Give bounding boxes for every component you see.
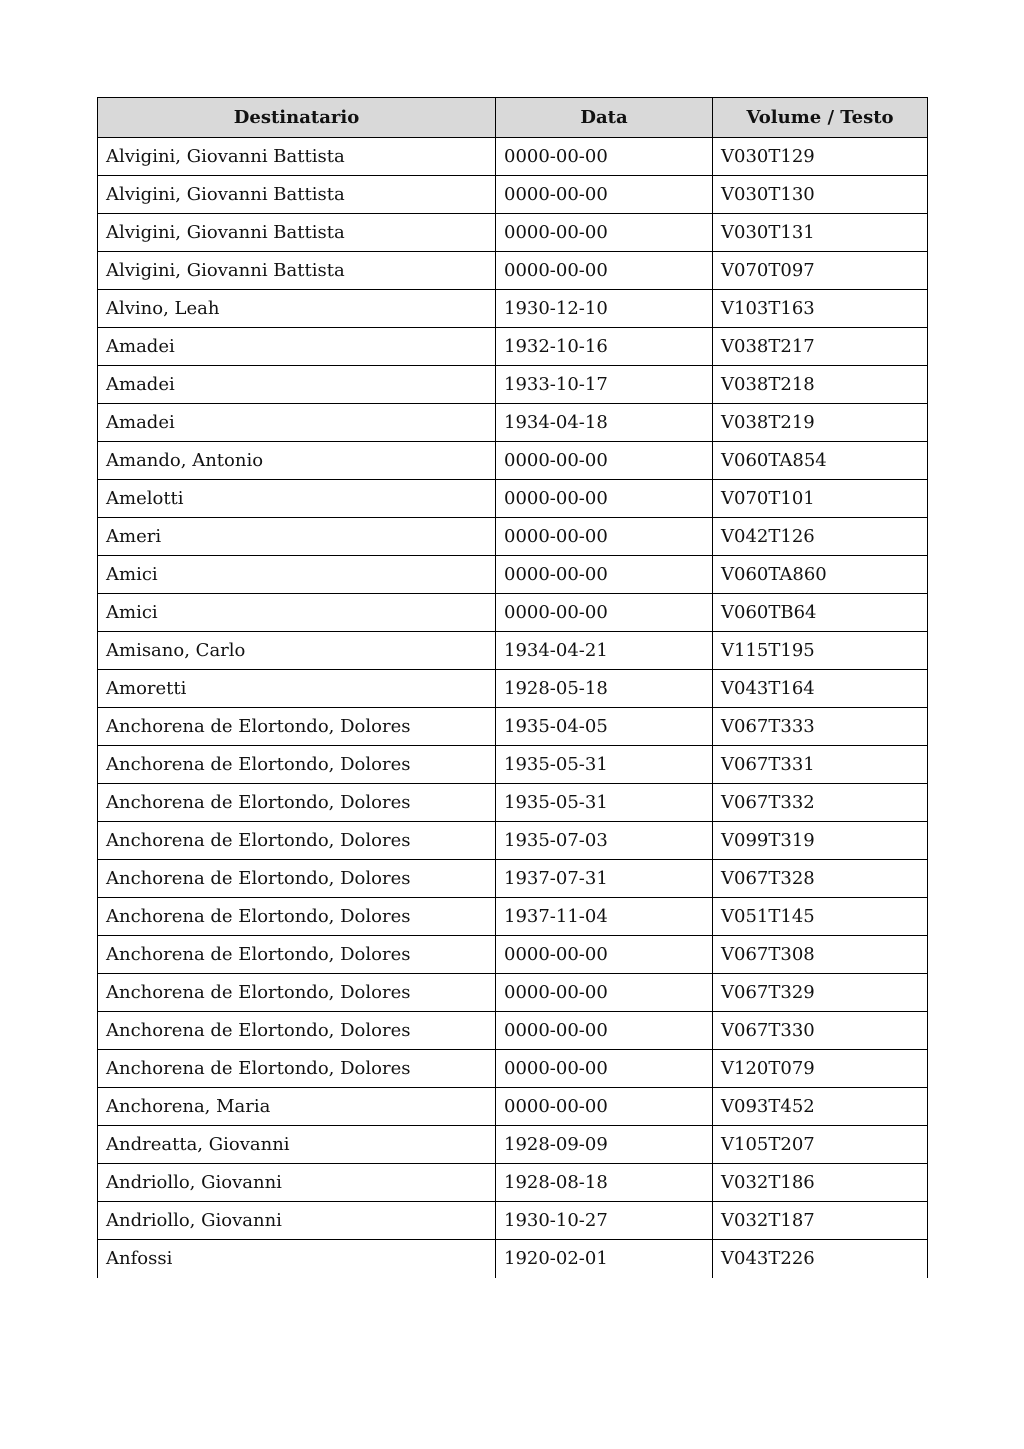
recipient-cell: Alvigini, Giovanni Battista xyxy=(98,176,496,214)
volume-text-cell: V042T126 xyxy=(713,518,928,556)
table-row xyxy=(98,328,928,366)
table-row xyxy=(98,670,928,708)
table-row xyxy=(98,176,928,214)
date-cell: 0000-00-00 xyxy=(496,214,713,252)
table-row xyxy=(98,1050,928,1088)
table-row xyxy=(98,594,928,632)
recipient-cell: Andriollo, Giovanni xyxy=(98,1202,496,1240)
table-header xyxy=(98,98,928,138)
volume-text-cell: V067T328 xyxy=(713,860,928,898)
recipient-cell: Amadei xyxy=(98,328,496,366)
table-row xyxy=(98,860,928,898)
table-row xyxy=(98,366,928,404)
date-cell: 1928-05-18 xyxy=(496,670,713,708)
volume-text-cell: V043T164 xyxy=(713,670,928,708)
column-header-destinatario: Destinatario xyxy=(98,98,496,138)
recipient-cell: Alvigini, Giovanni Battista xyxy=(98,252,496,290)
date-cell: 0000-00-00 xyxy=(496,974,713,1012)
volume-text-cell: V030T130 xyxy=(713,176,928,214)
recipient-cell: Alvigini, Giovanni Battista xyxy=(98,214,496,252)
date-cell: 1932-10-16 xyxy=(496,328,713,366)
table-row xyxy=(98,518,928,556)
recipient-cell: Amando, Antonio xyxy=(98,442,496,480)
table-row xyxy=(98,442,928,480)
table-row xyxy=(98,290,928,328)
recipient-cell: Andriollo, Giovanni xyxy=(98,1164,496,1202)
recipient-cell: Anchorena de Elortondo, Dolores xyxy=(98,784,496,822)
recipient-cell: Anchorena, Maria xyxy=(98,1088,496,1126)
date-cell: 1928-09-09 xyxy=(496,1126,713,1164)
date-cell: 1930-10-27 xyxy=(496,1202,713,1240)
recipient-cell: Amoretti xyxy=(98,670,496,708)
table-row xyxy=(98,898,928,936)
recipient-cell: Ameri xyxy=(98,518,496,556)
date-cell: 1930-12-10 xyxy=(496,290,713,328)
table-row xyxy=(98,1126,928,1164)
volume-text-cell: V103T163 xyxy=(713,290,928,328)
table-row xyxy=(98,138,928,176)
recipient-cell: Amisano, Carlo xyxy=(98,632,496,670)
volume-text-cell: V070T097 xyxy=(713,252,928,290)
table-row xyxy=(98,1164,928,1202)
recipient-cell: Amici xyxy=(98,594,496,632)
volume-text-cell: V030T131 xyxy=(713,214,928,252)
table-row xyxy=(98,974,928,1012)
header-row xyxy=(98,98,928,138)
recipient-cell: Amadei xyxy=(98,366,496,404)
table-row xyxy=(98,1088,928,1126)
date-cell: 0000-00-00 xyxy=(496,1012,713,1050)
volume-text-cell: V043T226 xyxy=(713,1240,928,1278)
column-header-volume-testo: Volume / Testo xyxy=(713,98,928,138)
date-cell: 1934-04-21 xyxy=(496,632,713,670)
date-cell: 0000-00-00 xyxy=(496,556,713,594)
recipient-cell: Alvino, Leah xyxy=(98,290,496,328)
volume-text-cell: V032T187 xyxy=(713,1202,928,1240)
volume-text-cell: V105T207 xyxy=(713,1126,928,1164)
date-cell: 1920-02-01 xyxy=(496,1240,713,1278)
table-row xyxy=(98,1012,928,1050)
table-row xyxy=(98,404,928,442)
date-cell: 0000-00-00 xyxy=(496,594,713,632)
volume-text-cell: V060TB64 xyxy=(713,594,928,632)
volume-text-cell: V060TA860 xyxy=(713,556,928,594)
volume-text-cell: V093T452 xyxy=(713,1088,928,1126)
date-cell: 1933-10-17 xyxy=(496,366,713,404)
date-cell: 0000-00-00 xyxy=(496,138,713,176)
table-row xyxy=(98,214,928,252)
recipient-cell: Amelotti xyxy=(98,480,496,518)
date-cell: 1928-08-18 xyxy=(496,1164,713,1202)
recipient-cell: Anchorena de Elortondo, Dolores xyxy=(98,974,496,1012)
table-row xyxy=(98,480,928,518)
table-row xyxy=(98,1202,928,1240)
date-cell: 0000-00-00 xyxy=(496,936,713,974)
volume-text-cell: V067T332 xyxy=(713,784,928,822)
recipient-cell: Anchorena de Elortondo, Dolores xyxy=(98,898,496,936)
table-row xyxy=(98,784,928,822)
table-row xyxy=(98,1240,928,1278)
date-cell: 0000-00-00 xyxy=(496,1050,713,1088)
date-cell: 0000-00-00 xyxy=(496,480,713,518)
recipient-cell: Anchorena de Elortondo, Dolores xyxy=(98,822,496,860)
table-row xyxy=(98,822,928,860)
volume-text-cell: V067T330 xyxy=(713,1012,928,1050)
recipient-cell: Anchorena de Elortondo, Dolores xyxy=(98,708,496,746)
document-page xyxy=(97,97,927,1278)
recipient-cell: Anchorena de Elortondo, Dolores xyxy=(98,860,496,898)
date-cell: 1935-07-03 xyxy=(496,822,713,860)
table-body xyxy=(98,138,928,1278)
table-row xyxy=(98,746,928,784)
volume-text-cell: V099T319 xyxy=(713,822,928,860)
recipient-cell: Anchorena de Elortondo, Dolores xyxy=(98,1050,496,1088)
recipient-cell: Anchorena de Elortondo, Dolores xyxy=(98,746,496,784)
date-cell: 1937-11-04 xyxy=(496,898,713,936)
date-cell: 0000-00-00 xyxy=(496,176,713,214)
date-cell: 0000-00-00 xyxy=(496,1088,713,1126)
volume-text-cell: V070T101 xyxy=(713,480,928,518)
date-cell: 1935-04-05 xyxy=(496,708,713,746)
date-cell: 1934-04-18 xyxy=(496,404,713,442)
volume-text-cell: V038T219 xyxy=(713,404,928,442)
volume-text-cell: V032T186 xyxy=(713,1164,928,1202)
column-header-data: Data xyxy=(496,98,713,138)
volume-text-cell: V030T129 xyxy=(713,138,928,176)
date-cell: 1935-05-31 xyxy=(496,784,713,822)
date-cell: 0000-00-00 xyxy=(496,442,713,480)
volume-text-cell: V067T329 xyxy=(713,974,928,1012)
volume-text-cell: V038T218 xyxy=(713,366,928,404)
table-row xyxy=(98,632,928,670)
volume-text-cell: V067T308 xyxy=(713,936,928,974)
volume-text-cell: V120T079 xyxy=(713,1050,928,1088)
volume-text-cell: V038T217 xyxy=(713,328,928,366)
table-row xyxy=(98,936,928,974)
recipient-cell: Anfossi xyxy=(98,1240,496,1278)
volume-text-cell: V115T195 xyxy=(713,632,928,670)
table-row xyxy=(98,252,928,290)
table-row xyxy=(98,556,928,594)
recipient-cell: Andreatta, Giovanni xyxy=(98,1126,496,1164)
recipient-cell: Anchorena de Elortondo, Dolores xyxy=(98,1012,496,1050)
date-cell: 1937-07-31 xyxy=(496,860,713,898)
date-cell: 0000-00-00 xyxy=(496,252,713,290)
volume-text-cell: V067T331 xyxy=(713,746,928,784)
recipient-cell: Amadei xyxy=(98,404,496,442)
date-cell: 0000-00-00 xyxy=(496,518,713,556)
recipient-cell: Amici xyxy=(98,556,496,594)
letters-index-table xyxy=(97,97,928,1278)
recipient-cell: Anchorena de Elortondo, Dolores xyxy=(98,936,496,974)
volume-text-cell: V060TA854 xyxy=(713,442,928,480)
date-cell: 1935-05-31 xyxy=(496,746,713,784)
recipient-cell: Alvigini, Giovanni Battista xyxy=(98,138,496,176)
volume-text-cell: V067T333 xyxy=(713,708,928,746)
table-row xyxy=(98,708,928,746)
volume-text-cell: V051T145 xyxy=(713,898,928,936)
